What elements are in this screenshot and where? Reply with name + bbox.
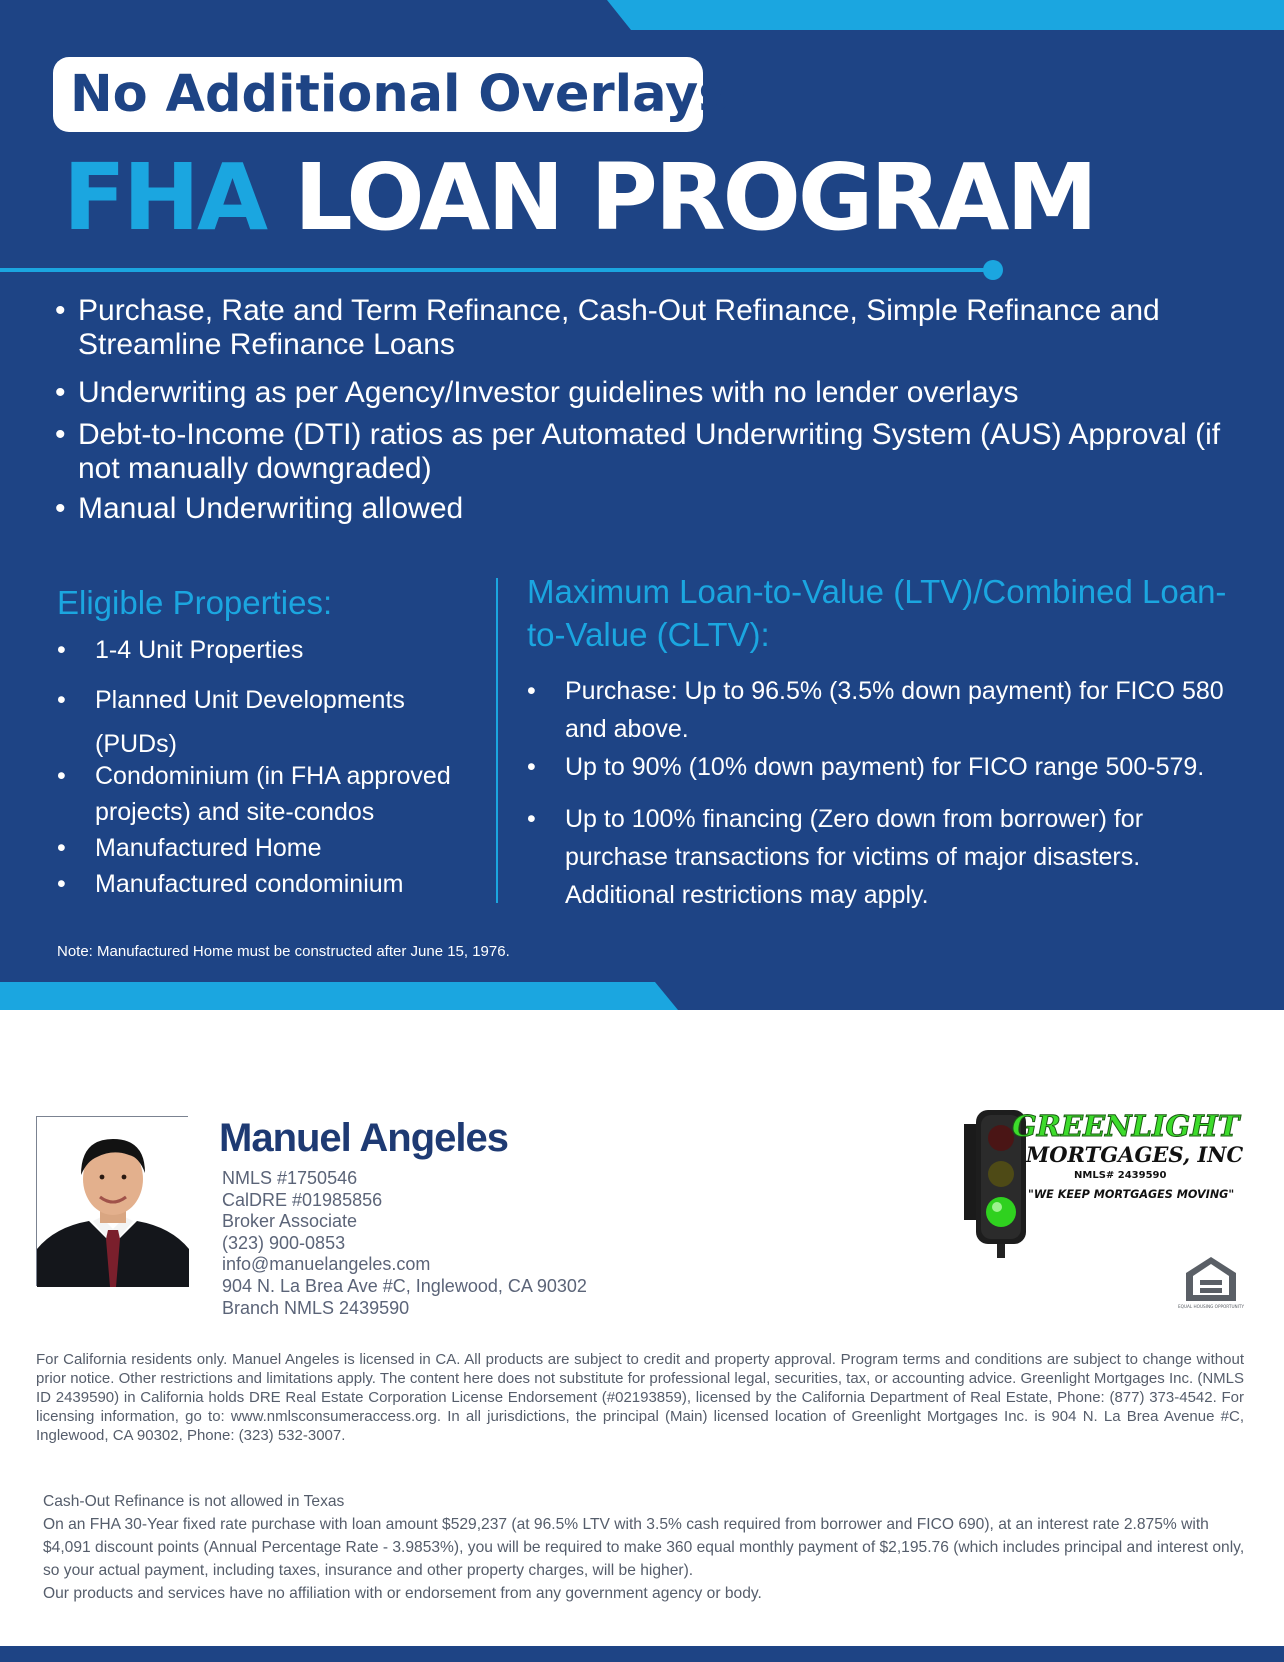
list-item: • Manufactured Home [57, 830, 487, 866]
title-rest: LOAN PROGRAM [294, 144, 1095, 251]
footer-bar [0, 1646, 1284, 1662]
column-divider [496, 578, 498, 903]
logo-line1: GREENLIGHT [1012, 1109, 1240, 1143]
bottom-accent-stripe [0, 982, 678, 1010]
agent-role: Broker Associate [222, 1211, 358, 1232]
agent-photo [36, 1116, 188, 1286]
bullet-icon: • [57, 870, 66, 898]
texas-disclosure [43, 1490, 1248, 1605]
overlay-badge [53, 57, 752, 132]
eligible-properties-heading: Eligible Properties: [57, 584, 333, 621]
feature-item: • Manual Underwriting allowed [55, 492, 464, 525]
logo-line2: MORTGAGES, INC [1026, 1142, 1244, 1167]
bullet-icon: • [57, 834, 66, 862]
list-item: • 1-4 Unit Properties [57, 632, 487, 668]
agent-phone[interactable]: (323) 900-0853 [222, 1232, 346, 1253]
title-underline-dot [983, 260, 1003, 280]
equal-housing-icon [1178, 1255, 1244, 1315]
list-item: • Purchase: Up to 96.5% (3.5% down payment) for FICO 580 and above. [527, 672, 1227, 748]
bullet-icon: • [57, 636, 66, 664]
agent-caldre: CalDRE #01985856 [222, 1189, 383, 1210]
bullet-icon: • [55, 418, 66, 451]
ltv-heading: Maximum Loan-to-Value (LTV)/Combined Loan-to-Value (CLTV): [527, 573, 1227, 653]
legal-disclaimer: For California residents only. Manuel Angeles is licensed in CA. All products are subject to credit and property approval. Program terms and conditions are subject to change without prior notice. Other restrictions and limitations apply. The content here does not substitute for professional legal, securities, tax, or accounting advice. Greenlight Mortgages Inc. (NMLS ID 2439590) in California holds DRE Real Estate Corporation License Endorsement (#02193859), licensed by the California Department of Real Estate, Phone: (877) 373-4542. For licensing information, go to: www.nmlsconsumeraccess.org. In all jurisdictions, the principal (Main) licensed location of Greenlight Mortgages Inc. is 904 N. La Brea Avenue #C, Inglewood, CA 90302, Phone: (323) 532-3007. [36, 1351, 1244, 1444]
overlay-badge-text: No Additional Overlays! [70, 65, 752, 124]
texas-line-2: On an FHA 30-Year fixed rate purchase with loan amount $529,237 (at 96.5% LTV with 3.5% cash required from borrower and FICO 690), at an interest rate 2.875% with $4,091 discount points (Annual Percentage Rate - 3.9853%), you will be required to make 360 equal monthly payment of $2,195.76 (which includes principal and interest only, so your actual payment, including taxes, insurance and other property charges, will be higher). [43, 1516, 1245, 1579]
title-highlight: FHA [63, 144, 266, 251]
list-item: • Up to 90% (10% down payment) for FICO range 500-579. [527, 748, 1267, 786]
bullet-icon: • [57, 762, 66, 790]
feature-list [55, 294, 1255, 534]
list-item: • Manufactured condominium [57, 866, 487, 902]
list-item: • Up to 100% financing (Zero down from borrower) for purchase transactions for victims of major disasters. Additional restrictions may apply. [527, 800, 1217, 914]
company-logo [962, 1106, 1244, 1264]
agent-portrait-icon [37, 1117, 189, 1287]
feature-item: • Purchase, Rate and Term Refinance, Cash-Out Refinance, Simple Refinance and Streamline Refinance Loans [55, 294, 1160, 361]
agent-branch-nmls: Branch NMLS 2439590 [222, 1297, 410, 1318]
feature-item: • Debt-to-Income (DTI) ratios as per Automated Underwriting System (AUS) Approval (if not manually downgraded) [55, 418, 1221, 485]
agent-name: Manuel Angeles [219, 1116, 509, 1160]
logo-nmls: NMLS# 2439590 [1074, 1170, 1167, 1181]
agent-nmls: NMLS #1750546 [222, 1168, 358, 1188]
logo-tagline: "WE KEEP MORTGAGES MOVING" [1028, 1188, 1235, 1201]
bullet-icon: • [55, 492, 66, 525]
list-item: • Planned Unit Developments (PUDs) [57, 678, 447, 766]
bullet-icon: • [55, 376, 66, 409]
page-title [63, 144, 1095, 251]
bullet-icon: • [57, 686, 66, 714]
list-item: • Condominium (in FHA approved projects) and site-condos [57, 758, 487, 830]
feature-item: • Underwriting as per Agency/Investor guidelines with no lender overlays [55, 376, 1019, 409]
bullet-icon: • [527, 753, 536, 781]
bullet-icon: • [527, 805, 536, 833]
texas-line-3: Our products and services have no affiliation with or endorsement from any government agency or body. [43, 1585, 762, 1602]
bullet-icon: • [527, 677, 536, 705]
top-accent-stripe [607, 0, 1284, 30]
agent-address: 904 N. La Brea Ave #C, Inglewood, CA 90302 [222, 1275, 587, 1296]
eho-label: EQUAL HOUSING OPPORTUNITY [1178, 1304, 1244, 1309]
equal-housing-logo [1178, 1255, 1244, 1315]
title-underline [0, 268, 993, 272]
traffic-light-icon [962, 1106, 1244, 1264]
texas-line-1: Cash-Out Refinance is not allowed in Texas [43, 1493, 345, 1510]
agent-email[interactable]: info@manuelangeles.com [222, 1254, 431, 1275]
footnote: Note: Manufactured Home must be constructed after June 15, 1976. [57, 943, 510, 960]
agent-contact-details [222, 1168, 587, 1319]
bullet-icon: • [55, 294, 66, 327]
